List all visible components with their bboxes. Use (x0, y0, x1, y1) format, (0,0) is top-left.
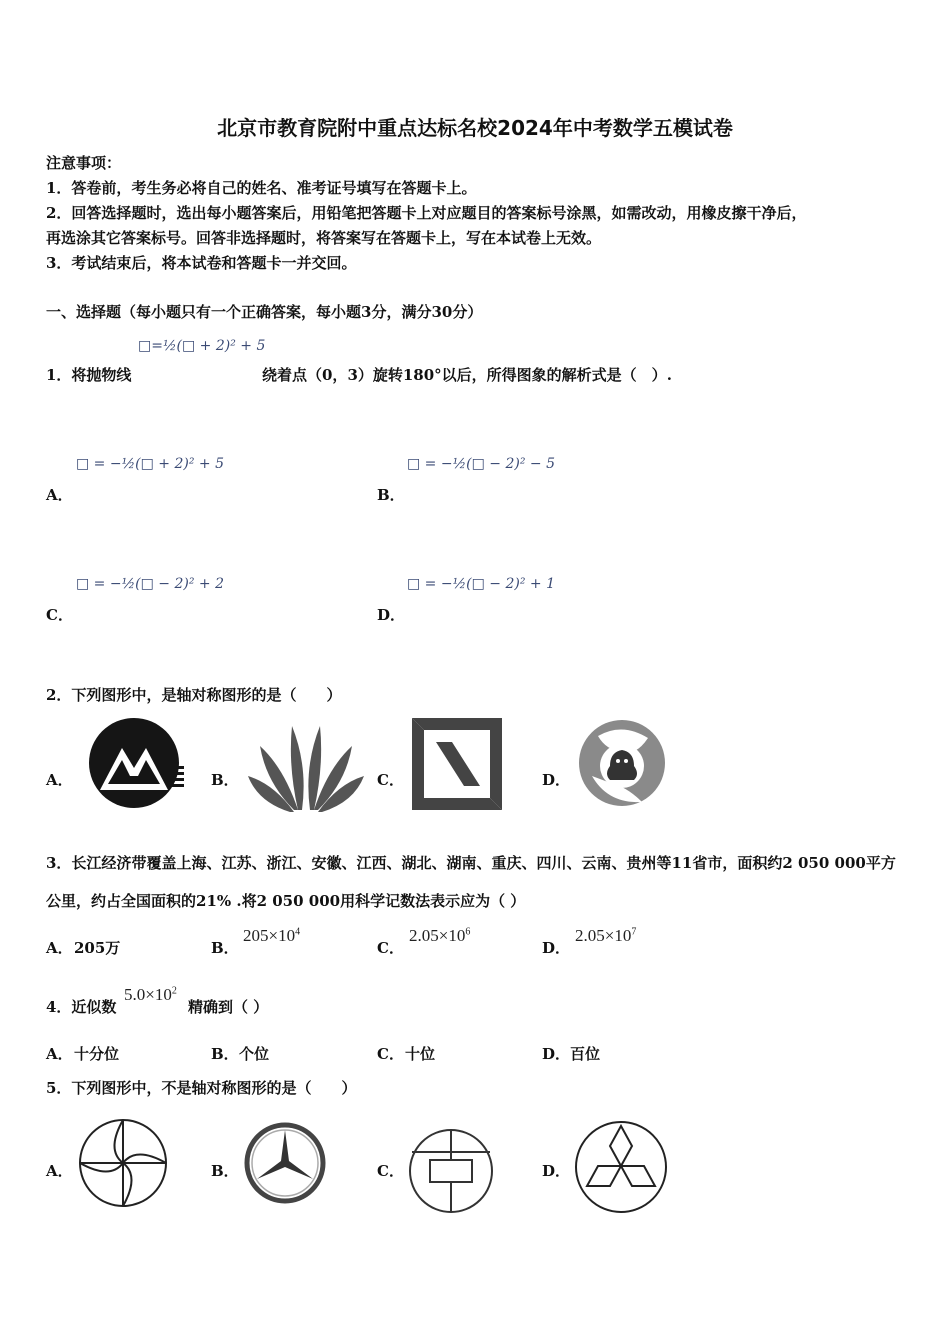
q4-prefix: 4．近似数 (46, 998, 117, 1016)
q3-option-b-label: B． (211, 939, 239, 957)
q3-option-d-value: $2.05\times 10^7$ (575, 926, 637, 945)
q5-label-d: D． (542, 1162, 571, 1180)
q4-option-c-text: 十位 (405, 1045, 436, 1063)
notice-item: 再选涂其它答案标号。回答非选择题时，将答案写在答题卡上，写在本试卷上无效。 (46, 229, 602, 247)
q5-label-a: A． (46, 1162, 73, 1180)
q1-option-c-formula: □ = −½(□ − 2)² + 2 (76, 576, 224, 592)
notice-item: 2．回答选择题时，选出每小题答案后，用铅笔把答题卡上对应题目的答案标号涂黑，如需改动，用橡皮擦干净后， (46, 204, 807, 222)
q2-label-d: D． (542, 771, 571, 789)
q2-label-a: A． (46, 771, 73, 789)
q3-option-b-value: $205\times 10^4$ (243, 926, 301, 945)
q1-suffix: 绕着点（0，3）旋转180°以后，所得图象的解析式是（ ）. (262, 366, 672, 384)
q2-label-b: B． (211, 771, 239, 789)
q2-option-c-figure (412, 718, 502, 810)
q1-prefix: 1．将抛物线 (46, 366, 132, 384)
notice-item: 3．考试结束后，将本试卷和答题卡一并交回。 (46, 254, 357, 272)
q5-label-c: C． (377, 1162, 404, 1180)
q5-option-d-figure (574, 1120, 668, 1214)
q3-line2: 公里，约占全国面积的21% .将2 050 000用科学记数法表示应为（ ） (46, 892, 526, 910)
q1-option-d-label: D． (377, 606, 406, 624)
q4-option-a-label: A． (46, 1045, 73, 1063)
q1-option-b-label: B． (377, 486, 405, 504)
q2-text: 2．下列图形中，是轴对称图形的是（ ） (46, 686, 342, 704)
q2-label-c: C． (377, 771, 404, 789)
q2-option-b-figure (248, 726, 364, 812)
notice-item: 1．答卷前，考生务必将自己的姓名、准考证号填写在答题卡上。 (46, 179, 477, 197)
q4-option-d-label: D． (542, 1045, 571, 1063)
q1-option-d-formula: □ = −½(□ − 2)² + 1 (407, 576, 555, 592)
q4-option-b-text: 个位 (239, 1045, 270, 1063)
q3-option-c-value: $2.05\times 10^6$ (409, 926, 471, 945)
q5-option-b-figure (244, 1122, 326, 1204)
q1-option-b-formula: □ = −½(□ − 2)² − 5 (407, 456, 555, 472)
q4-option-b-label: B． (211, 1045, 239, 1063)
q4-option-c-label: C． (377, 1045, 404, 1063)
q3-line1: 3．长江经济带覆盖上海、江苏、浙江、安徽、江西、湖北、湖南、重庆、四川、云南、贵州等11省市，面积约2 050 000平方 (46, 854, 896, 872)
q3-option-d-label: D． (542, 939, 571, 957)
page-title: 北京市教育院附中重点达标名校2024年中考数学五模试卷 (217, 116, 733, 140)
q4-suffix: 精确到（ ） (188, 998, 269, 1016)
q4-number: $5.0\times 10^2$ (124, 985, 177, 1004)
q3-option-c-label: C． (377, 939, 404, 957)
q2-option-d-figure (578, 716, 666, 810)
q1-option-c-label: C． (46, 606, 73, 624)
q1-formula: □=½(□ + 2)² + 5 (138, 338, 266, 354)
q5-label-b: B． (211, 1162, 239, 1180)
q1-option-a-label: A． (46, 486, 73, 504)
q5-text: 5．下列图形中，不是轴对称图形的是（ ） (46, 1079, 357, 1097)
q4-option-a-text: 十分位 (74, 1045, 120, 1063)
q4-option-d-text: 百位 (570, 1045, 601, 1063)
notice-heading: 注意事项： (46, 154, 122, 172)
q3-option-a-label: A． (46, 939, 73, 957)
q2-option-a-figure (86, 718, 184, 808)
q1-option-a-formula: □ = −½(□ + 2)² + 5 (76, 456, 224, 472)
q5-option-a-figure (78, 1118, 168, 1208)
section-heading: 一、选择题（每小题只有一个正确答案，每小题3分，满分30分） (46, 303, 483, 321)
q5-option-c-figure (408, 1128, 494, 1214)
q3-option-a-text: 205万 (74, 939, 121, 957)
